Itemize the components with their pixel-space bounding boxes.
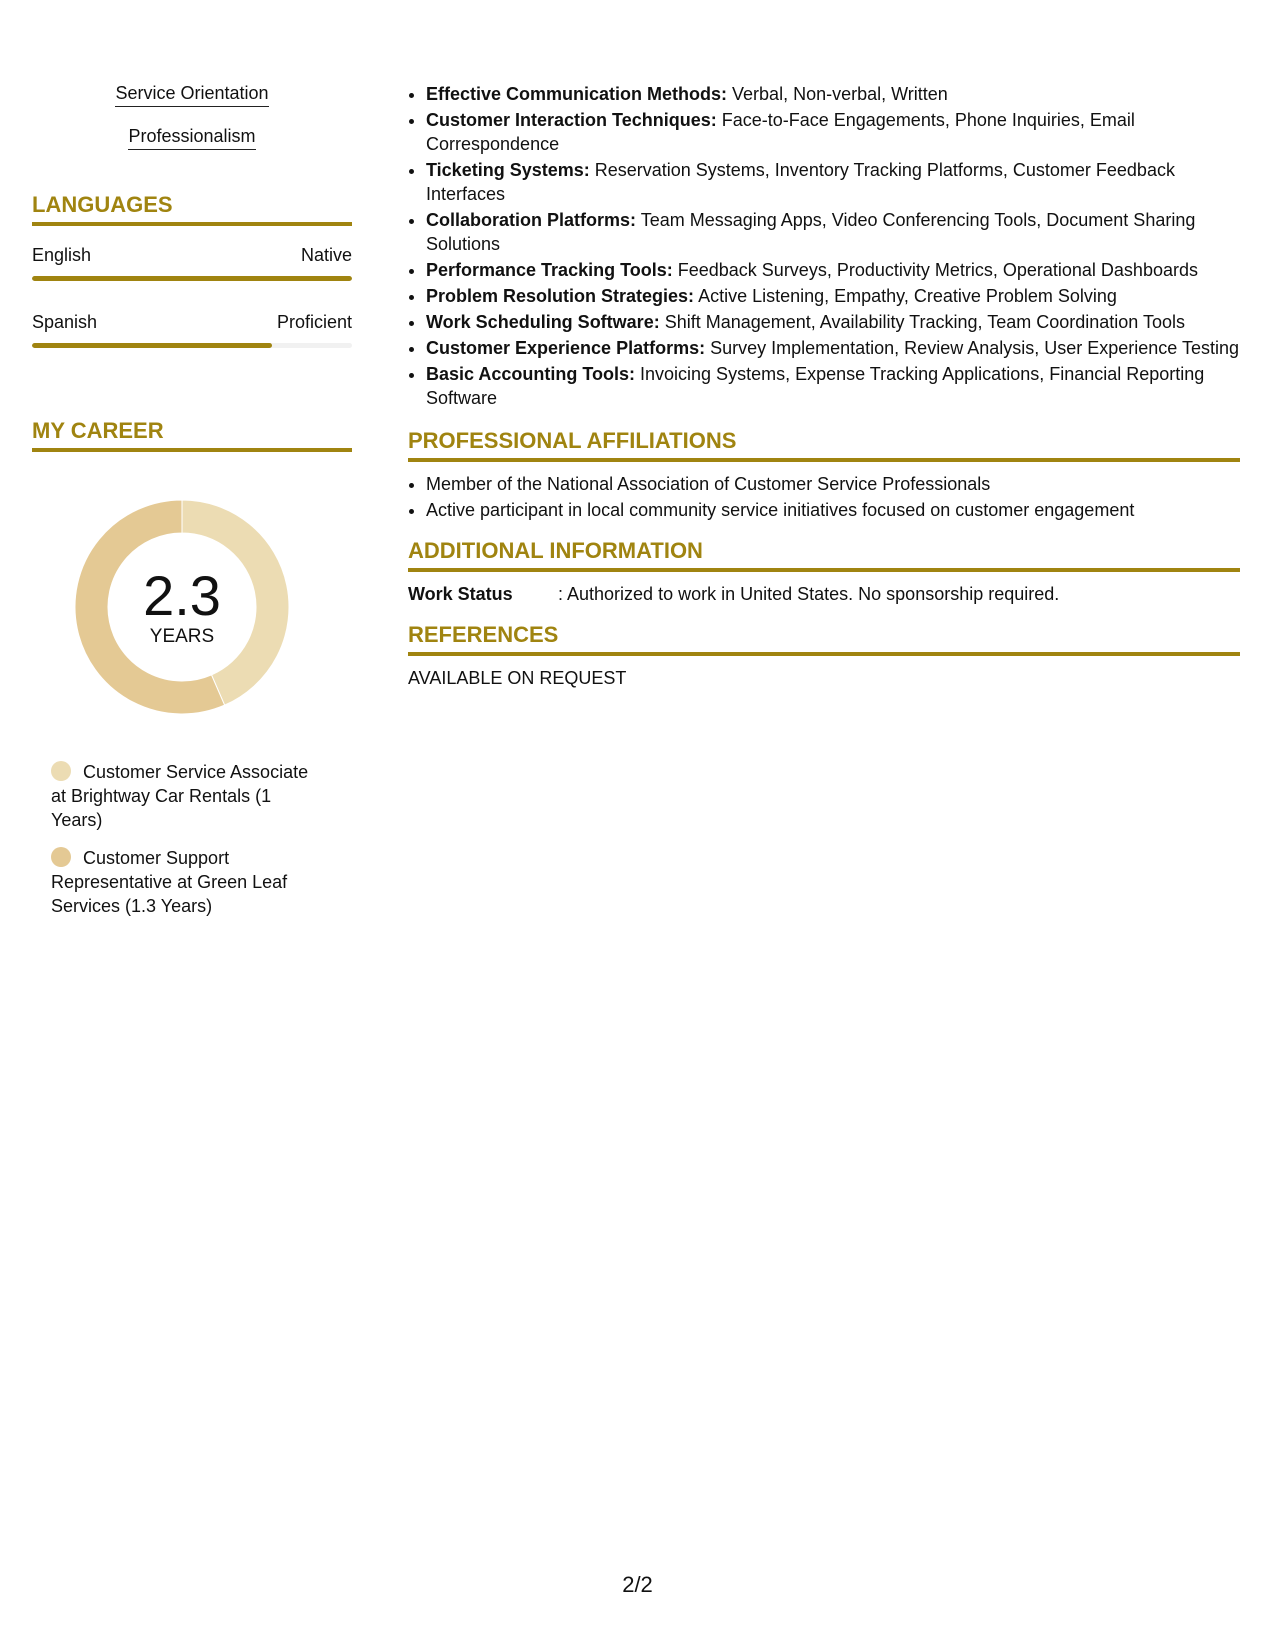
tool-item-text: Reservation Systems, Inventory Tracking Platforms, Customer Feedback Interfaces (426, 160, 1175, 204)
legend-dot-icon (51, 847, 71, 867)
language-bar-fill (32, 343, 272, 348)
tool-item-label: Performance Tracking Tools: (426, 260, 673, 280)
tool-item-text: Shift Management, Availability Tracking, Team Coordination Tools (659, 312, 1185, 332)
work-status-value: : Authorized to work in United States. No sponsorship required. (558, 584, 1060, 604)
language-level: Native (300, 245, 352, 265)
tool-item-label: Basic Accounting Tools: (426, 364, 636, 384)
career-legend-item (51, 760, 321, 832)
tool-item (426, 158, 1240, 206)
work-status-label: Work Status (408, 584, 513, 604)
career-heading: MY CAREER (32, 418, 352, 452)
tools-list (408, 82, 1240, 410)
tool-item (426, 362, 1240, 410)
tool-item-text: Invoicing Systems, Expense Tracking Applications, Financial Reporting Software (426, 364, 1205, 408)
tool-item-text: Active Listening, Empathy, Creative Problem Solving (694, 286, 1117, 306)
affiliation-item: • Member of the National Association of Customer Service Professionals (426, 472, 1240, 496)
career-donut-chart (67, 492, 297, 722)
language-level: Proficient (276, 312, 352, 332)
language-bar (32, 276, 352, 281)
tool-item-text: Verbal, Non-verbal, Written (727, 84, 948, 104)
tool-item-text: Team Messaging Apps, Video Conferencing Tools, Document Sharing Solutions (426, 210, 1196, 254)
language-bar (32, 343, 352, 348)
career-legend-text: Customer Service Associate at Brightway Car Rentals (1 Years) (51, 762, 309, 830)
additional-info-heading: ADDITIONAL INFORMATION (408, 538, 1240, 572)
tool-item (426, 82, 1240, 106)
tool-item-label: Ticketing Systems: (426, 160, 590, 180)
tool-item-label: Problem Resolution Strategies: (426, 286, 695, 306)
career-legend (51, 760, 321, 918)
tool-item-label: Effective Communication Methods: (426, 84, 728, 104)
tool-item-text: Survey Implementation, Review Analysis, User Experience Testing (705, 338, 1240, 358)
references-value: AVAILABLE ON REQUEST (408, 668, 627, 688)
tool-item (426, 310, 1240, 334)
tool-item (426, 108, 1240, 156)
skill-tag-service-orientation: Service Orientation (115, 82, 268, 107)
career-legend-item (51, 846, 321, 918)
tool-item (426, 336, 1240, 360)
tool-item-text: Feedback Surveys, Productivity Metrics, Operational Dashboards (672, 260, 1198, 280)
languages-heading: LANGUAGES (32, 192, 352, 226)
tool-item-label: Collaboration Platforms: (426, 210, 637, 230)
tool-item (426, 258, 1240, 282)
left-column (32, 82, 352, 932)
tool-item-text: Face-to-Face Engagements, Phone Inquiries, Email Correspondence (426, 110, 1135, 154)
tool-item-label: Customer Interaction Techniques: (426, 110, 717, 130)
language-name: Spanish (32, 312, 98, 332)
career-legend-text: Customer Support Representative at Green Leaf Services (1.3 Years) (51, 848, 288, 916)
language-spanish (32, 311, 352, 348)
tool-item-label: Customer Experience Platforms: (426, 338, 706, 358)
career-total-unit: YEARS (149, 626, 215, 647)
right-column (408, 82, 1240, 690)
tool-item (426, 208, 1240, 256)
language-name: English (32, 245, 92, 265)
career-total-years: 2.3 (143, 564, 221, 627)
work-status-row (408, 582, 1240, 606)
tool-item-label: Work Scheduling Software: (426, 312, 660, 332)
page-number: 2/2 (622, 1572, 653, 1597)
tool-item (426, 284, 1240, 308)
affiliation-item: • Active participant in local community service initiatives focused on customer engagement (426, 498, 1240, 522)
skill-tag-professionalism: Professionalism (128, 125, 255, 150)
affiliations-heading: PROFESSIONAL AFFILIATIONS (408, 428, 1240, 462)
language-bar-fill (32, 276, 352, 281)
references-heading: REFERENCES (408, 622, 1240, 656)
affiliations-list (408, 472, 1240, 522)
legend-dot-icon (51, 761, 71, 781)
language-english (32, 244, 352, 281)
